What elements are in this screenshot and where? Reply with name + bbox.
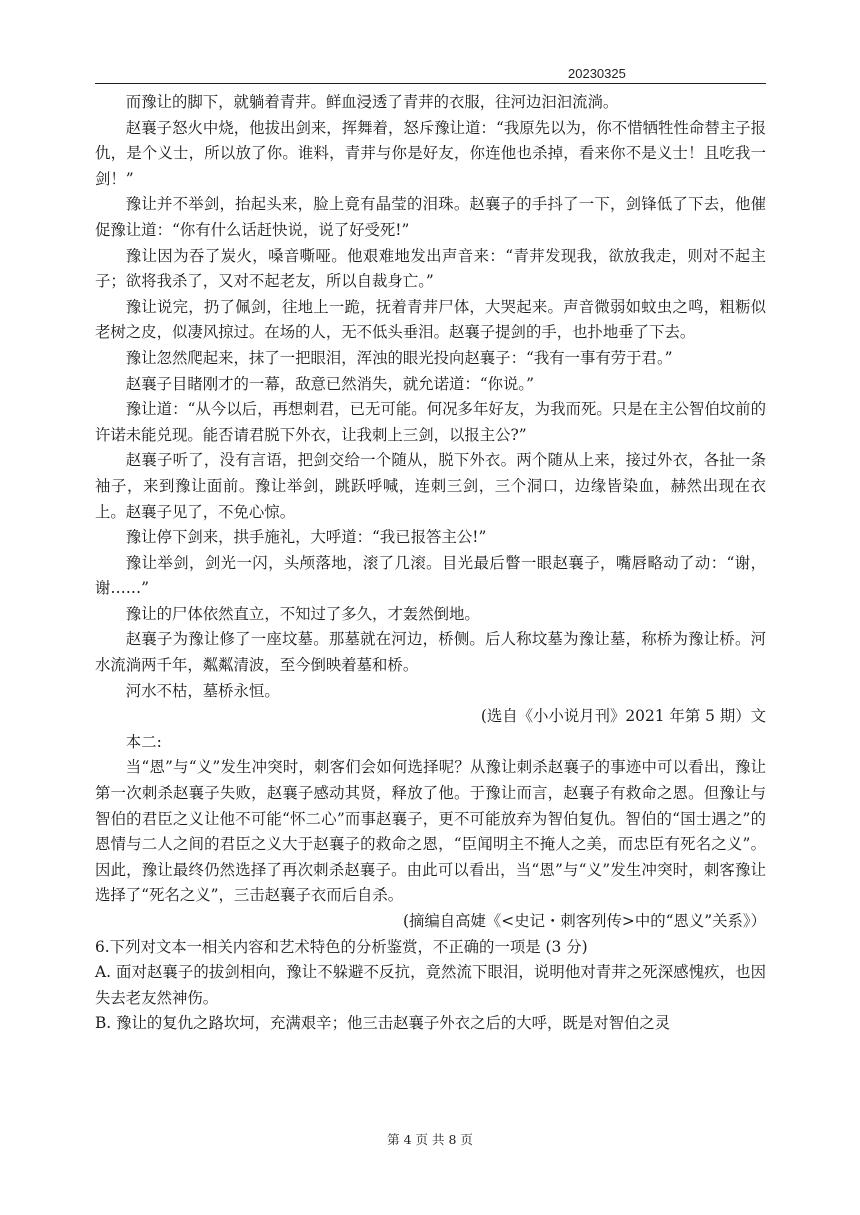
page-body (95, 90, 766, 1037)
story-paragraph: 赵襄子目睹刚才的一幕，敌意已然消失，就允诺道：“你说。” (125, 374, 534, 393)
text2-heading: 本二: (125, 732, 162, 751)
story-paragraph: 豫让忽然爬起来，抹了一把眼泪，浑浊的眼光投向赵襄子：“我有一事有劳于君。” (125, 348, 673, 367)
story-paragraph: 豫让并不举剑，抬起头来，脸上竟有晶莹的泪珠。赵襄子的手抖了一下，剑锋低了下去，他催促豫让道：“你有什么话赶快说，说了好受死!” (95, 195, 766, 239)
story-paragraph: 赵襄子为豫让修了一座坟墓。那墓就在河边，桥侧。后人称坟墓为豫让墓，称桥为豫让桥。河水流淌两千年，粼粼清波，至今倒映着墓和桥。 (95, 630, 766, 675)
story-paragraph: 豫让因为吞了炭火，嗓音嘶哑。他艰难地发出声音来：“青茾发现我，欲放我走，则对不起主子；欲将我杀了，又对不起老友，所以自裁身亡。” (95, 246, 766, 291)
story-paragraph: 河水不枯，墓桥永恒。 (125, 681, 280, 700)
option-a: A. 面对赵襄子的拔剑相向，豫让不躲避不反抗，竟然流下眼泪，说明他对青茾之死深感愧疚，也因失去老友然神伤。 (95, 963, 766, 1007)
story-paragraph: 赵襄子听了，没有言语，把剑交给一个随从，脱下外衣。两个随从上来，接过外衣，各扯一条袖子，来到豫让面前。豫让举剑，跳跃呼喊，连刺三剑，三个洞口，边缘皆染血，赫然出现在衣上。赵襄子见了，不免心惊。 (95, 451, 766, 521)
header-rule (95, 83, 766, 84)
story-paragraph: 而豫让的脚下，就躺着青茾。鲜血浸透了青茾的衣服，往河边汩汩流淌。 (125, 93, 619, 111)
header-date: 20230325 (568, 66, 626, 81)
source-citation-1: (选自《小小说月刊》2021 年第 5 期）文 (480, 707, 766, 726)
story-paragraph: 豫让说完，扔了佩剑，往地上一跪，抚着青茾尸体，大哭起来。声音微弱如蚊虫之鸣，粗粝似老树之皮，似凄风掠过。在场的人，无不低头垂泪。赵襄子提剑的手，也扑地垂了下去。 (95, 297, 766, 342)
story-paragraph: 豫让道：“从今以后，再想刺君，已无可能。何况多年好友，为我而死。只是在主公智伯坟前的许诺未能兑现。能否请君脱下外衣，让我刺上三剑，以报主公?” (95, 400, 766, 444)
text2-body: 当“恩”与“义”发生冲突时，刺客们会如何选择呢？从豫让刺杀赵襄子的事迹中可以看出，豫让第一次刺杀赵襄子失败，赵襄子感动其贤，释放了他。于豫让而言，赵襄子有救命之恩。但豫让与智伯的君臣之义让他不可能“怀二心”而事赵襄子，更不可能放弃为智伯复仇。智伯的“国士遇之”的恩情与二人之间的君臣之义大于赵襄子的救命之恩，“臣闻明主不掩人之美，而忠臣有死名之义”。因此，豫让最终仍然选择了再次刺杀赵襄子。由此可以看出，当“恩”与“义”发生冲突时，刺客豫让选择了“死名之义”，三击赵襄子衣而后自杀。 (95, 758, 766, 905)
question-stem: 6.下列对文本一相关内容和艺术特色的分析鉴赏，不正确的一项是 (3 分) (95, 937, 588, 956)
story-paragraph: 豫让的尸体依然直立，不知过了多久，才轰然倒地。 (125, 604, 480, 623)
source-citation-2: (摘编自高婕《<史记・刺客列传>中的“恩义”关系》） (402, 912, 766, 930)
story-paragraph: 豫让举剑，剑光一闪，头颅落地，滚了几滚。目光最后瞥一眼赵襄子，嘴唇略动了动：“谢，谢……” (95, 553, 766, 598)
story-paragraph: 赵襄子怒火中烧，他拔出剑来，挥舞着，怒斥豫让道：“我原先以为，你不惜牺牲性命替主子报仇，是个义士，所以放了你。谁料，青茾与你是好友，你连他也杀掉，看来你不是义士！且吃我一剑！” (95, 118, 766, 188)
story-paragraph: 豫让停下剑来，拱手施礼，大呼道：“我已报答主公!” (125, 528, 487, 547)
page-footer: 第 4 页 共 8 页 (387, 1132, 473, 1147)
option-b: B. 豫让的复仇之路坎坷，充满艰辛；他三击赵襄子外衣之后的大呼，既是对智伯之灵 (95, 1014, 671, 1033)
